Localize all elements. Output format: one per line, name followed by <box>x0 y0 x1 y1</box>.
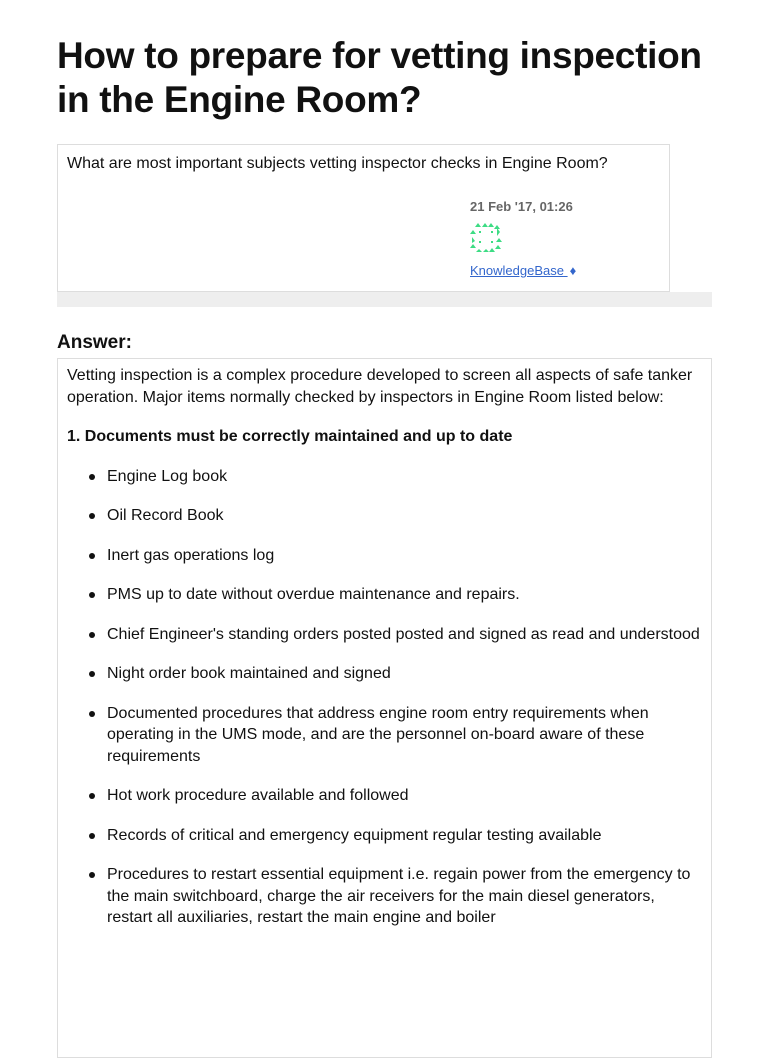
avatar-icon[interactable] <box>470 221 502 253</box>
document-list <box>67 466 702 929</box>
list-item: Documented procedures that address engine room entry requirements when operating in the UMS mode, and are the personnel on-board aware of these requirements <box>107 703 702 768</box>
separator-band <box>57 292 712 307</box>
moderator-diamond-icon: ♦ <box>569 263 577 278</box>
answer-heading: Answer: <box>57 332 132 353</box>
list-item: Engine Log book <box>107 466 702 488</box>
question-date: 21 Feb '17, 01:26 <box>470 199 573 214</box>
list-item: Night order book maintained and signed <box>107 663 702 685</box>
list-item: Chief Engineer's standing orders posted posted and signed as read and understood <box>107 624 702 646</box>
list-item: Procedures to restart essential equipment i.e. regain power from the emergency to the main switchboard, charge the air receivers for the main diesel generators, restart all auxiliaries, restart the main engine and boiler <box>107 864 702 929</box>
question-box <box>57 144 670 292</box>
author-link[interactable] <box>470 263 576 278</box>
page-title: How to prepare for vetting inspection in the Engine Room? <box>57 35 702 120</box>
list-item: Records of critical and emergency equipment regular testing available <box>107 825 702 847</box>
list-item: PMS up to date without overdue maintenance and repairs. <box>107 584 702 606</box>
list-item: Oil Record Book <box>107 505 702 527</box>
question-text: What are most important subjects vetting inspector checks in Engine Room? <box>67 155 608 172</box>
author-name[interactable]: KnowledgeBase <box>470 263 564 278</box>
answer-intro: Vetting inspection is a complex procedure developed to screen all aspects of safe tanker operation. Major items normally checked by inspectors in Engine Room listed below: <box>67 367 693 406</box>
section-heading: 1. Documents must be correctly maintained and up to date <box>67 428 513 445</box>
answer-box <box>57 358 712 1058</box>
list-item: Inert gas operations log <box>107 545 702 567</box>
list-item: Hot work procedure available and followed <box>107 785 702 807</box>
